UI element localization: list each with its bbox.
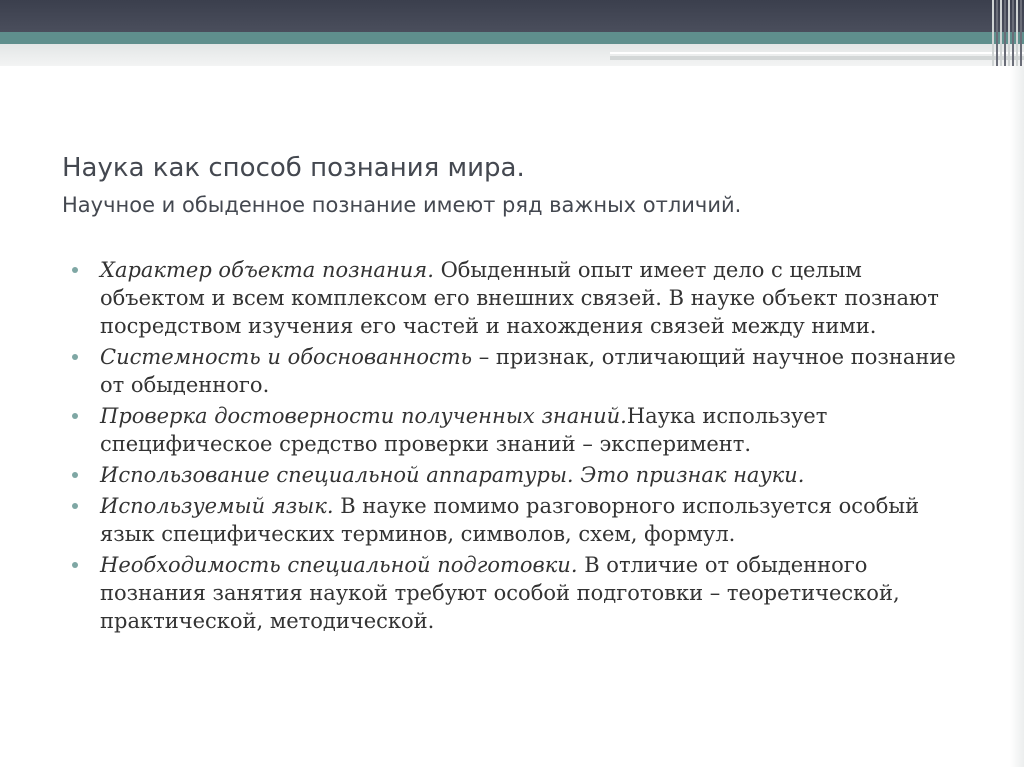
corner-stripes [990,0,1024,66]
bullet-term: Использование специальной аппаратуры. Это признак науки. [100,463,805,487]
bullet-dot-icon [72,472,78,478]
bullet-term: Характер объекта познания. [100,258,434,282]
bullet-item [72,343,972,399]
stripe [1000,0,1002,66]
right-edge-shadow [1010,66,1024,767]
bullet-dot-icon [72,562,78,568]
bullet-text: В науке помимо разговорного используется особый язык специфических терминов, символов, схем, формул. [100,494,920,546]
bullet-item [72,256,972,340]
bullet-item [72,402,972,458]
bullet-text: Обыденный опыт имеет дело с целым объектом и всем комплексом его внешних связей. В науке объект познают посредством изучения его частей и нахождения связей между ними. [100,258,939,338]
stripe [996,0,998,66]
slide-subtitle: Научное и обыденное познание имеют ряд важных отличий. [62,193,742,217]
bullet-dot-icon [72,503,78,509]
bullet-item [72,551,972,635]
stripe [1012,0,1014,66]
stripe [1008,0,1010,66]
bullet-list [72,256,972,635]
top-banner-dark [0,0,1024,32]
stripe [1020,0,1022,66]
slide-content [72,256,972,638]
top-banner-teal-end [600,32,610,44]
top-banner-grey [0,44,1024,66]
bullet-dot-icon [72,267,78,273]
top-banner-white-line [610,52,1024,54]
top-banner-teal [0,32,1024,44]
stripe [1016,0,1018,66]
bullet-term: Системность и обоснованность [100,345,473,369]
bullet-term: Проверка достоверности полученных знаний. [100,404,627,428]
slide-title: Наука как способ познания мира. [62,153,525,183]
slide-title-block [62,150,962,222]
bullet-text: – признак, отличающий научное познание от обыденного. [100,345,956,397]
bullet-term: Используемый язык. [100,494,334,518]
bullet-term: Необходимость специальной подготовки. [100,553,578,577]
bullet-text: В отличие от обыденного познания занятия наукой требуют особой подготовки – теоретической, практической, методической. [100,553,900,633]
bullet-item [72,492,972,548]
bullet-dot-icon [72,354,78,360]
stripe [1004,0,1006,66]
top-banner-grey-line [610,56,1024,60]
bullet-dot-icon [72,413,78,419]
stripe [992,0,994,66]
bullet-text: Наука использует специфическое средство проверки знаний – эксперимент. [100,404,828,456]
bullet-item [72,461,972,489]
